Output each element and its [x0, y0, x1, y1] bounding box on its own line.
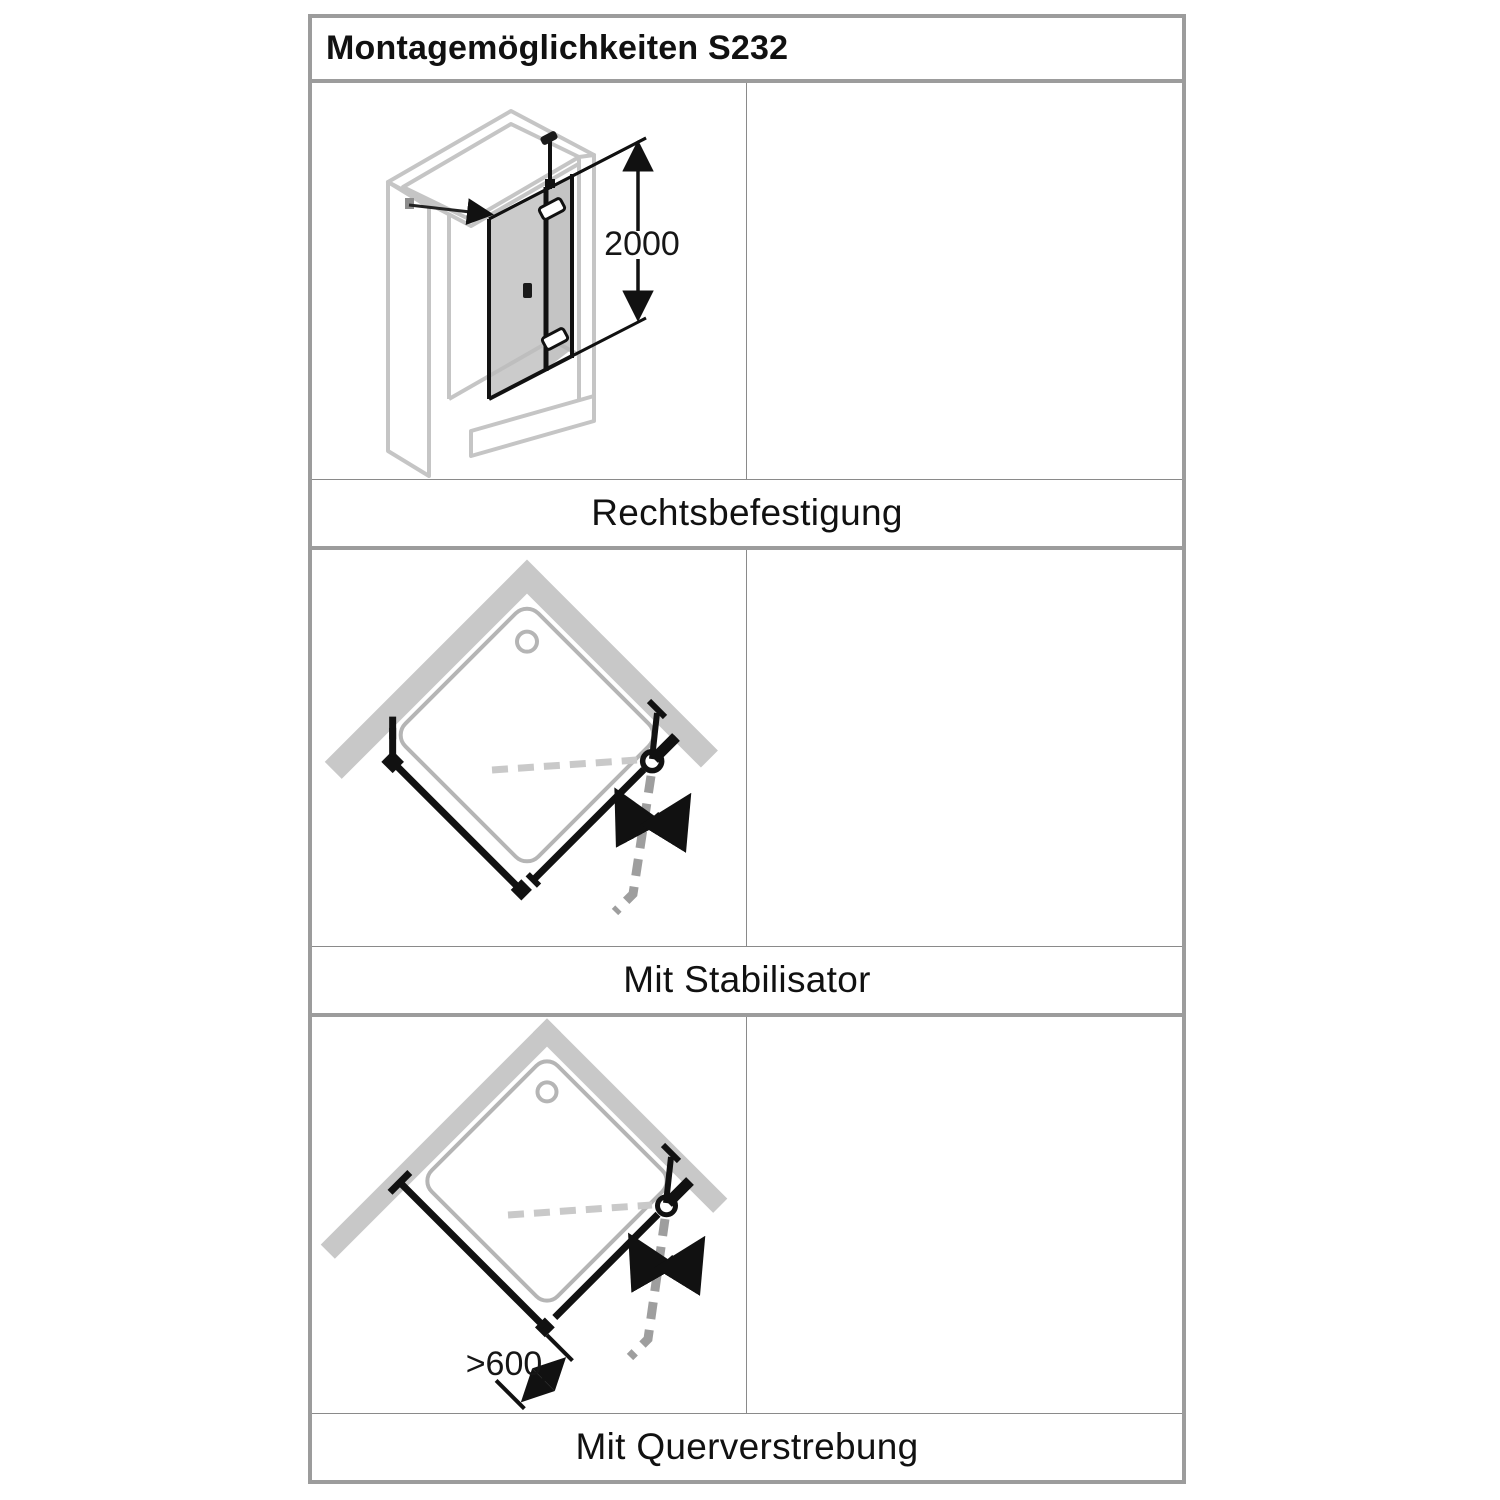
- image-row-3: [312, 1017, 1182, 1414]
- caption-row-2: [312, 947, 1182, 1017]
- swing-arrow-right: [670, 1246, 699, 1262]
- caption-row-1: [312, 480, 1182, 550]
- dimension-label-600: >600: [465, 1345, 543, 1383]
- shower-tray: [421, 1055, 673, 1307]
- door-handle: [523, 283, 532, 298]
- empty-cell-3: [747, 1017, 1182, 1413]
- caption-mit-querverstrebung: Mit Querverstrebung: [575, 1426, 919, 1467]
- top-view-stabilizer-diagram: [312, 550, 747, 946]
- top-view-crossbrace-diagram: [312, 1017, 747, 1413]
- empty-cell-2: [747, 550, 1182, 946]
- page-title: Montagemöglichkeiten S232: [326, 29, 789, 67]
- caption-row-3: [312, 1414, 1182, 1484]
- montage-options-table: [308, 14, 1186, 1484]
- isometric-niche-diagram: [312, 83, 747, 479]
- diagram-cell-2: [312, 550, 747, 946]
- caption-rechtsbefestigung: Rechtsbefestigung: [591, 492, 903, 533]
- dimension-label-2000: 2000: [604, 225, 680, 263]
- image-row-1: [312, 83, 1182, 480]
- image-row-2: [312, 550, 1182, 947]
- empty-cell-1: [747, 83, 1182, 479]
- shower-tray: [394, 602, 660, 868]
- swing-arrow-right: [656, 803, 685, 819]
- diagram-cell-1: [312, 83, 747, 479]
- diagram-cell-3: [312, 1017, 747, 1413]
- table-header-row: [312, 18, 1182, 83]
- caption-mit-stabilisator: Mit Stabilisator: [623, 959, 871, 1000]
